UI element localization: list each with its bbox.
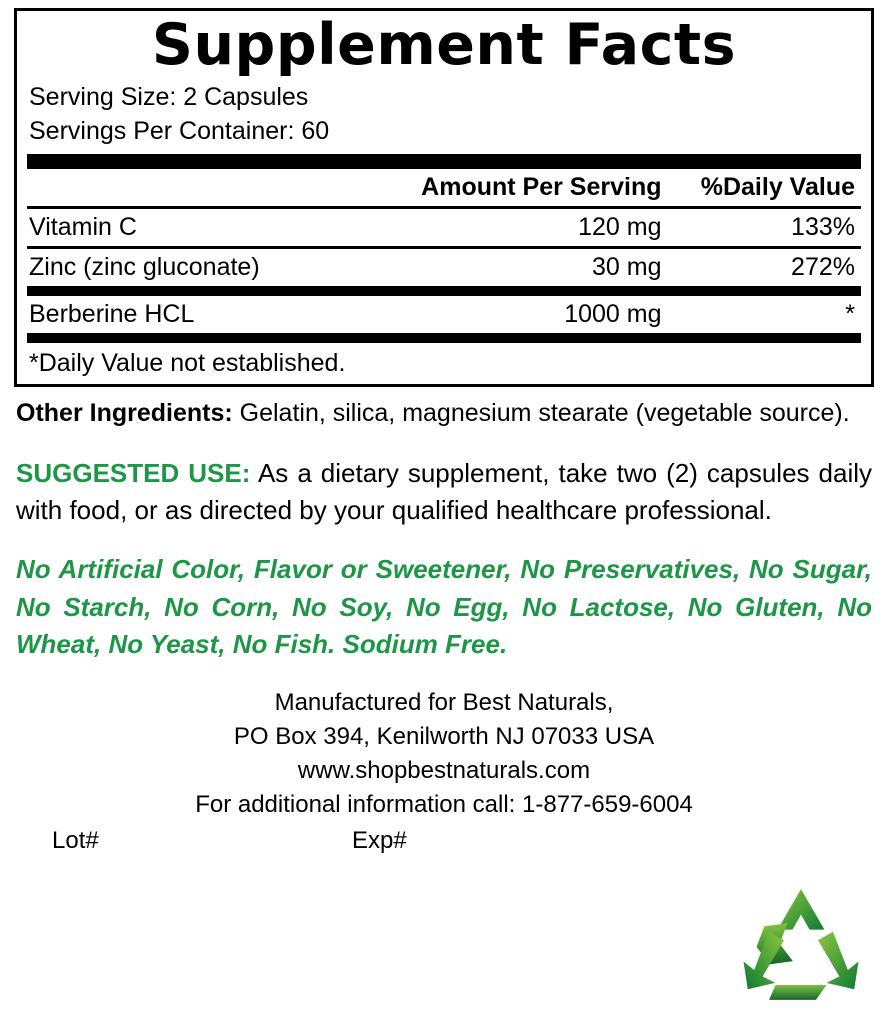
nutrition-table: [27, 169, 861, 206]
header-daily-value: %Daily Value: [700, 173, 855, 201]
other-ingredients-label: Other Ingredients:: [16, 399, 233, 427]
manufacturer-address: PO Box 394, Kenilworth NJ 07033 USA: [233, 722, 655, 750]
serving-size: Serving Size: 2 Capsules: [29, 83, 309, 111]
manufacturer-phone: For additional information call: 1-877-659-6004: [195, 791, 693, 819]
page-title: Supplement Facts: [151, 12, 737, 78]
recycle-icon: [736, 887, 866, 1002]
daily-value-footnote: *Daily Value not established.: [29, 349, 346, 377]
nutrient-name: Zinc (zinc gluconate): [29, 253, 260, 281]
manufacturer-block: [14, 686, 874, 858]
free-from-claims: No Artificial Color, Flavor or Sweetener, No Preservatives, No Sugar, No Starch, No Corn, No Soy, No Egg, No Lactose, No Gluten, No Wheat, No Yeast, No Fish. Sodium Free.: [16, 553, 872, 660]
other-ingredients: [16, 397, 872, 429]
nutrient-amount: 120 mg: [419, 209, 678, 248]
lot-exp-line: [14, 824, 874, 858]
table-row: [27, 209, 861, 248]
manufacturer-name: Manufactured for Best Naturals,: [274, 688, 614, 716]
suggested-use-label: SUGGESTED USE:: [16, 458, 251, 488]
table-header-row: [27, 169, 861, 206]
table-row: [27, 296, 861, 333]
servings-per-container: Servings Per Container: 60: [29, 117, 330, 145]
nutrition-rows-secondary: [27, 296, 861, 333]
suggested-use: [16, 455, 872, 529]
suggested-use-text: As a dietary supplement, take two (2) capsules daily with food, or as directed by your qualified healthcare professional.: [16, 458, 873, 525]
divider-thick-top: [27, 154, 861, 169]
lot-number-label: Lot#: [52, 827, 99, 855]
divider-medium: [27, 286, 861, 296]
divider-medium-bottom: [27, 333, 861, 343]
header-amount-per-serving: Amount Per Serving: [421, 173, 662, 201]
other-ingredients-text: Gelatin, silica, magnesium stearate (vegetable source).: [232, 399, 850, 427]
header-blank: [27, 169, 419, 206]
exp-date-label: Exp#: [352, 827, 407, 855]
nutrient-daily-value: 272%: [791, 253, 855, 281]
nutrient-daily-value: *: [845, 300, 855, 328]
table-row: [27, 248, 861, 287]
manufacturer-website[interactable]: www.shopbestnaturals.com: [297, 757, 591, 785]
nutrition-rows: [27, 209, 861, 286]
nutrient-name: Berberine HCL: [29, 300, 195, 328]
nutrient-daily-value: 133%: [678, 209, 862, 248]
nutrient-amount: 1000 mg: [564, 300, 662, 328]
nutrient-amount: 30 mg: [592, 253, 662, 281]
nutrient-name: Vitamin C: [27, 209, 419, 248]
supplement-facts-panel: [14, 8, 874, 387]
